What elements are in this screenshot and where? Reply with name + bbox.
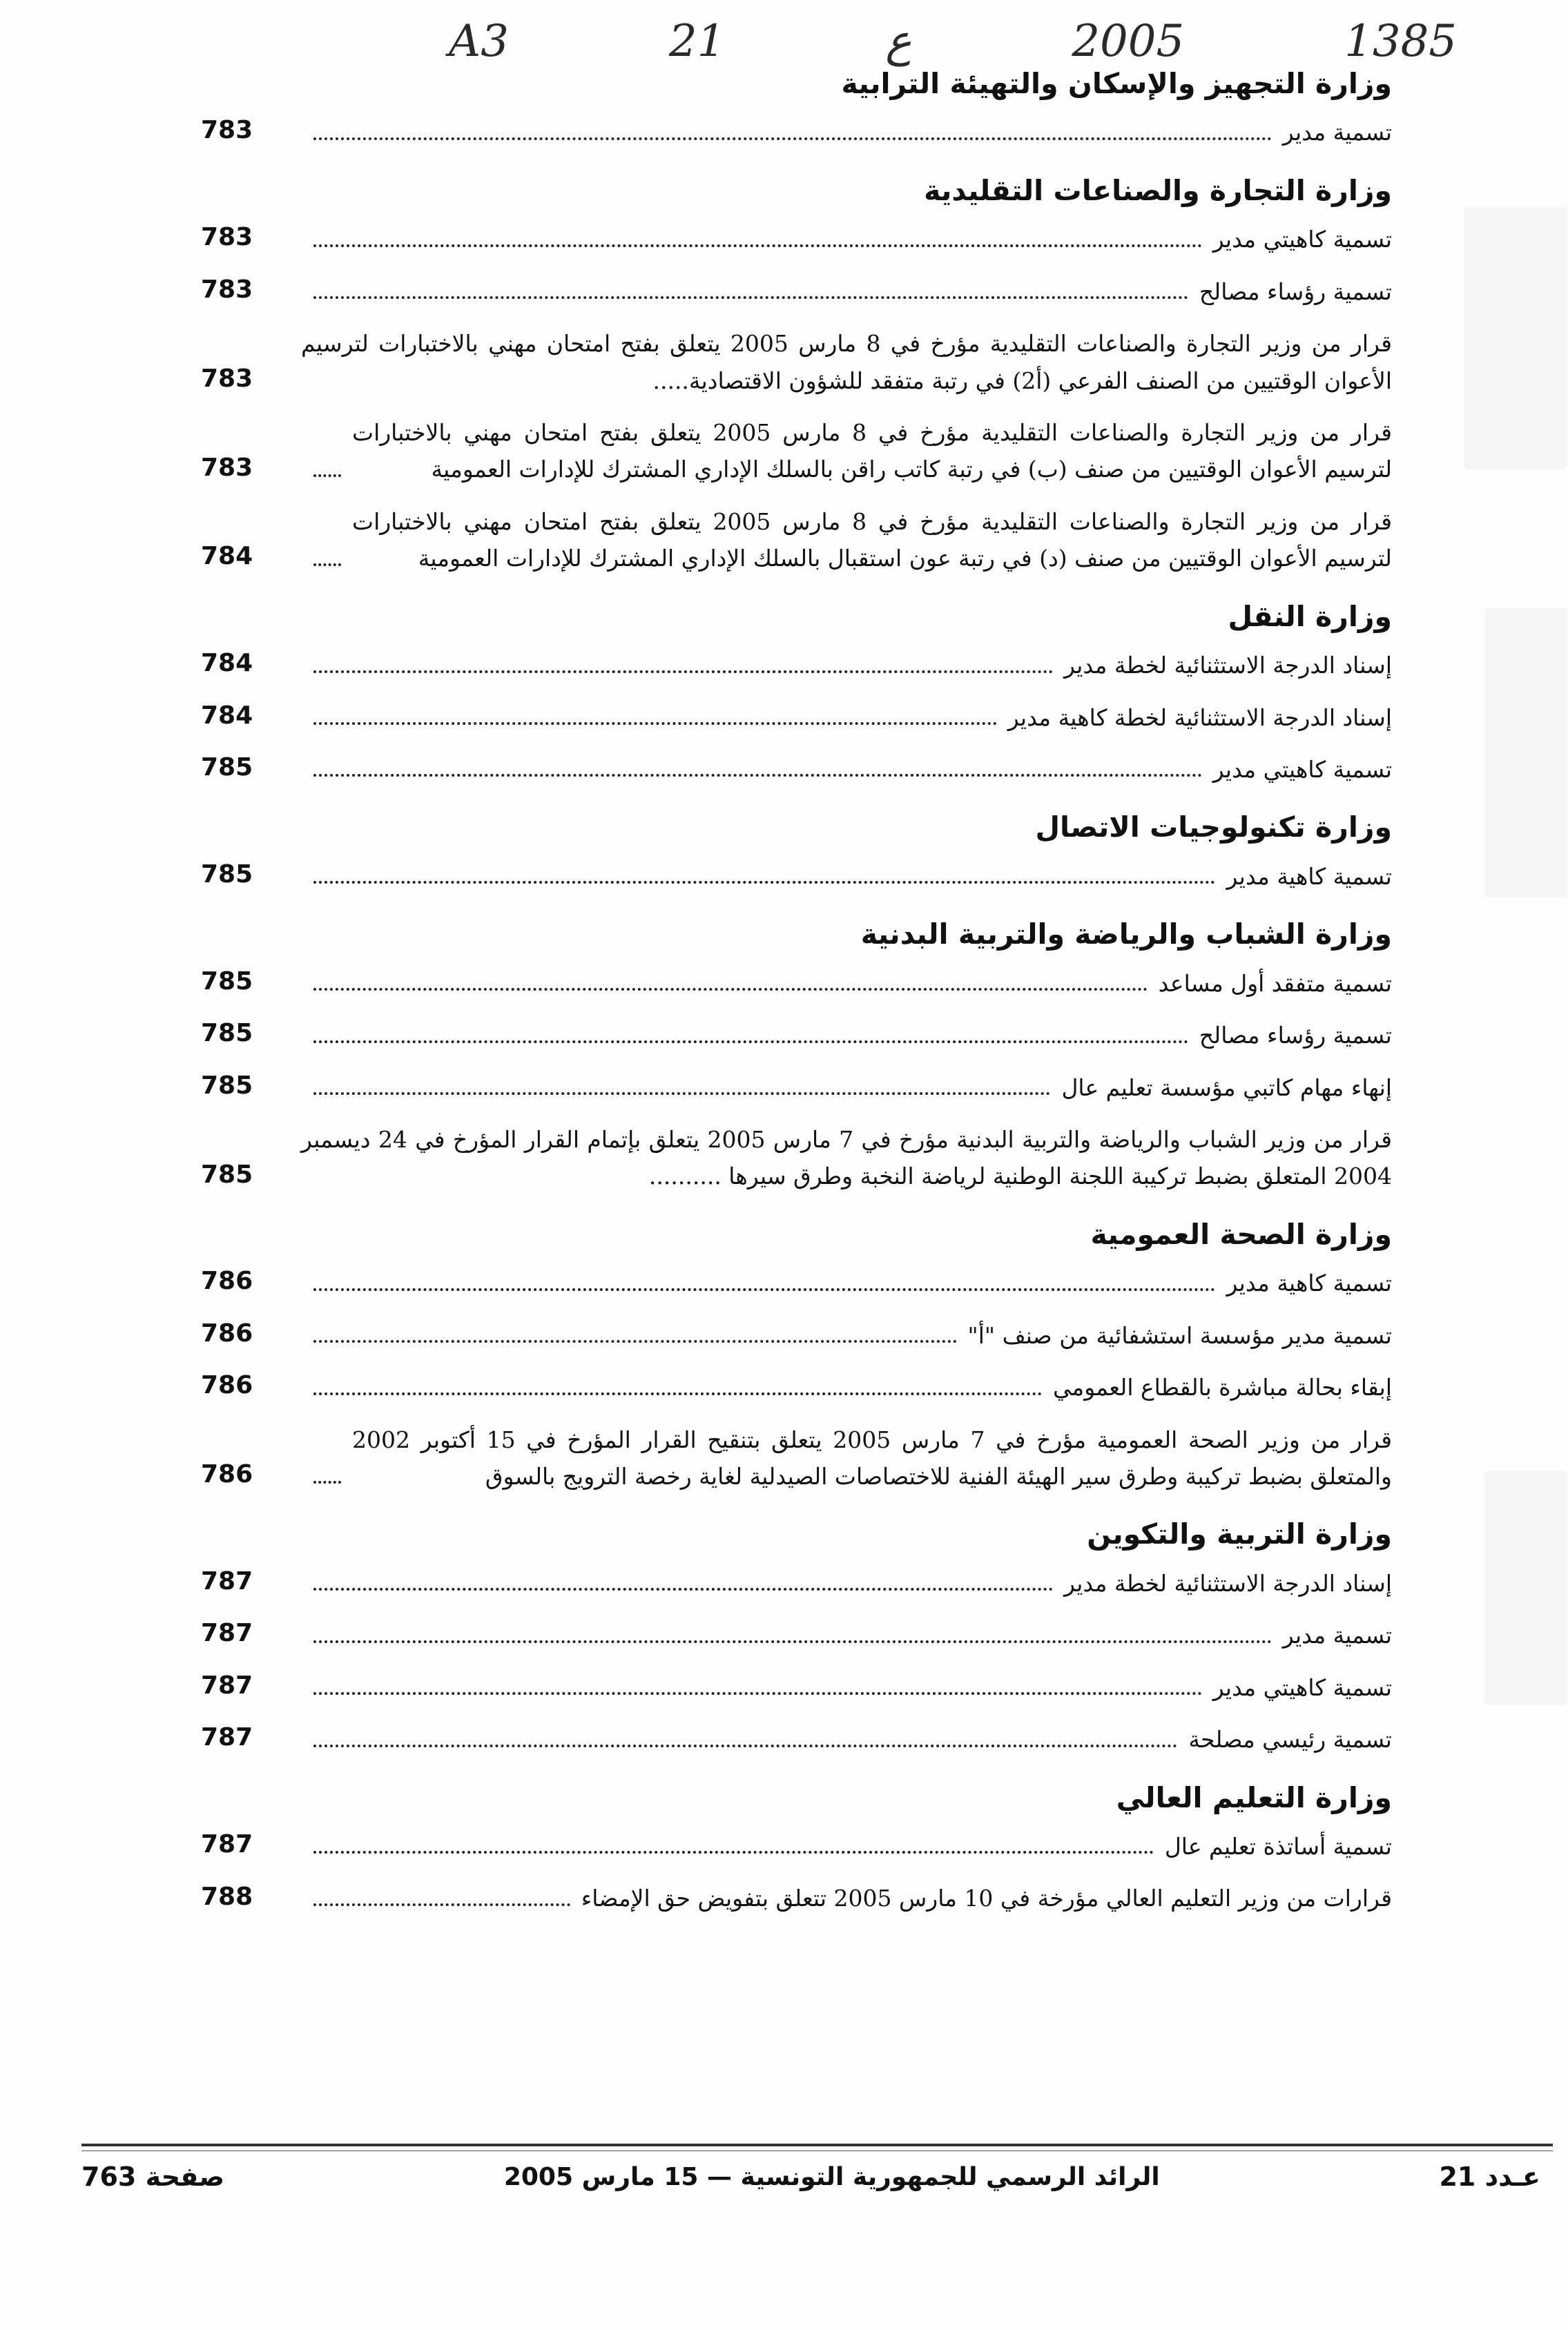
entry-text: قرار من وزير التجارة والصناعات التقليدية مؤرخ في 8 مارس 2005 يتعلق بفتح امتحان مهني بالاختبارات لترسيم الأعوان الوقتيين من الصنف الفرعي (أ2) في رتبة متفقد للشؤون الاقتصادية..... <box>301 330 1392 394</box>
entry-text: إسناد الدرجة الاستثنائية لخطة مدير <box>1064 1569 1392 1597</box>
entry-text: إبقاء بحالة مباشرة بالقطاع العمومي <box>1053 1374 1392 1401</box>
page-number: 783 <box>201 364 253 393</box>
entry-text: تسمية كاهيتي مدير <box>1212 226 1392 253</box>
page-number: 785 <box>201 1160 253 1189</box>
page-number: 785 <box>201 753 253 782</box>
entry-text: قرارات من وزير التعليم العالي مؤرخة في 10 مارس 2005 تتعلق بتفويض حق الإمضاء <box>581 1885 1392 1912</box>
dot-leader <box>313 1481 341 1484</box>
toc-entry[interactable] <box>201 1665 1392 1717</box>
toc-entry[interactable] <box>201 1117 1392 1206</box>
page-number: 786 <box>201 1267 253 1296</box>
toc-entry[interactable] <box>201 747 1392 799</box>
dot-leader <box>313 1040 1188 1043</box>
page-number: 787 <box>201 1671 253 1700</box>
toc-entry[interactable] <box>201 1613 1392 1664</box>
handwritten-mark: ع <box>885 16 912 67</box>
entry-text: قرار من وزير التجارة والصناعات التقليدية مؤرخ في 8 مارس 2005 يتعلق بفتح امتحان مهني بالاختبارات لترسيم الأعوان الوقتيين من صنف (د) في رتبة عون استقبال بالسلك الإداري المشترك للإدارات العمومية <box>352 507 1392 572</box>
page-number: 783 <box>201 116 253 145</box>
toc-entry[interactable] <box>201 410 1392 499</box>
dot-leader <box>313 1340 957 1343</box>
toc-entry[interactable] <box>201 217 1392 269</box>
dot-leader <box>313 988 1148 991</box>
ministry-heading: وزارة التجارة والصناعات التقليدية <box>924 173 1392 207</box>
toc-section <box>201 162 1392 588</box>
ministry-heading: وزارة التعليم العالي <box>1116 1780 1392 1814</box>
entry-text: تسمية كاهيتي مدير <box>1212 1673 1392 1701</box>
entry-text: تسمية مدير مؤسسة استشفائية من صنف "أ" <box>967 1321 1392 1349</box>
toc-entry[interactable] <box>201 1417 1392 1506</box>
entry-text: تسمية كاهية مدير <box>1226 862 1392 890</box>
page-number: 785 <box>201 1071 253 1100</box>
handwritten-mark: 21 <box>668 16 726 67</box>
page-number: 785 <box>201 967 253 996</box>
toc-entry[interactable] <box>201 269 1392 321</box>
dot-leader <box>313 1392 1042 1395</box>
toc-entry[interactable] <box>201 321 1392 410</box>
dot-leader <box>313 1903 570 1906</box>
entry-text: إسناد الدرجة الاستثنائية لخطة مدير <box>1064 652 1392 679</box>
scan-smudge <box>1484 608 1567 897</box>
dot-leader <box>313 1745 1177 1747</box>
toc-entry[interactable] <box>201 1561 1392 1613</box>
dot-leader <box>313 774 1202 777</box>
page-number: 785 <box>201 1019 253 1048</box>
entry-text: تسمية رؤساء مصالح <box>1199 1022 1392 1049</box>
page-number: 783 <box>201 275 253 304</box>
dot-leader <box>313 722 997 725</box>
dot-leader <box>313 1640 1272 1643</box>
entry-text: إنهاء مهام كاتبي مؤسسة تعليم عال <box>1061 1074 1392 1101</box>
toc-entry[interactable] <box>201 643 1392 695</box>
toc-section <box>201 55 1392 162</box>
toc-entry[interactable] <box>201 1065 1392 1117</box>
toc-entry[interactable] <box>201 499 1392 588</box>
toc-section <box>201 588 1392 799</box>
handwritten-mark: 2005 <box>1072 16 1185 67</box>
toc-entry[interactable] <box>201 1261 1392 1312</box>
dot-leader <box>313 1692 1202 1695</box>
entry-text: تسمية مدير <box>1282 1622 1392 1649</box>
dot-leader <box>313 1851 1154 1854</box>
journal-title: الرائد الرسمي للجمهورية التونسية — 15 مارس 2005 <box>503 2162 1160 2191</box>
ministry-heading: وزارة التجهيز والإسكان والتهيئة الترابية <box>841 67 1392 100</box>
entry-text: تسمية متفقد أول مساعد <box>1158 969 1392 997</box>
page-number: 784 <box>201 701 253 730</box>
entry-text: تسمية رؤساء مصالح <box>1199 278 1392 305</box>
toc-section <box>201 1206 1392 1506</box>
toc-entry[interactable] <box>201 1717 1392 1769</box>
entry-text: تسمية كاهيتي مدير <box>1212 756 1392 784</box>
page-number: 784 <box>201 649 253 678</box>
page-number: 787 <box>201 1723 253 1752</box>
ministry-heading: وزارة الصحة العمومية <box>1090 1217 1392 1251</box>
page-number: 784 <box>201 542 253 571</box>
dot-leader <box>313 563 341 566</box>
toc-entry[interactable] <box>201 1013 1392 1065</box>
toc-entry[interactable] <box>201 1824 1392 1876</box>
dot-leader <box>313 670 1053 673</box>
entry-text: قرار من وزير الصحة العمومية مؤرخ في 7 مارس 2005 يتعلق بتنقيح القرار المؤرخ في 15 أكتوبر 2002 والمتعلق بضبط تركيبة وطرق سير الهيئة الفنية للاختصاصات الصيدلية لغاية رخصة الترويج بالسوق <box>352 1426 1392 1491</box>
entry-text: قرار من وزير الشباب والرياضة والتربية البدنية مؤرخ في 7 مارس 2005 يتعلق بإتمام القرار المؤرخ في 24 ديسمبر 2004 المتعلق بضبط تركيبة اللجنة الوطنية لرياضة النخبة وطرق سيرها .......... <box>301 1125 1392 1190</box>
toc-entry[interactable] <box>201 110 1392 162</box>
page-number: 786 <box>201 1319 253 1348</box>
handwritten-mark: 1385 <box>1344 16 1457 67</box>
entry-text: تسمية أساتذة تعليم عال <box>1164 1832 1392 1860</box>
page-number: 787 <box>201 1619 253 1648</box>
dot-leader <box>313 244 1202 247</box>
issue-number: عـدد 21 <box>1439 2162 1540 2192</box>
ministry-heading: وزارة تكنولوجيات الاتصال <box>1035 810 1392 844</box>
page-number: 783 <box>201 223 253 252</box>
toc-section <box>201 1506 1392 1769</box>
toc-section <box>201 1769 1392 1928</box>
toc-section <box>201 906 1392 1206</box>
dot-leader <box>313 1588 1053 1591</box>
table-of-contents <box>201 55 1392 1928</box>
dot-leader <box>313 1092 1050 1095</box>
toc-entry[interactable] <box>201 1876 1392 1928</box>
toc-entry[interactable] <box>201 854 1392 906</box>
entry-text: تسمية رئيسي مصلحة <box>1188 1726 1392 1754</box>
dot-leader <box>313 137 1272 140</box>
dot-leader <box>313 1288 1215 1291</box>
footer-rule <box>81 2144 1553 2146</box>
entry-text: تسمية مدير <box>1282 119 1392 146</box>
toc-entry[interactable] <box>201 1313 1392 1365</box>
page-number: 786 <box>201 1460 253 1489</box>
scan-smudge <box>1464 207 1567 469</box>
handwritten-mark: A3 <box>449 16 509 67</box>
toc-entry[interactable] <box>201 1365 1392 1417</box>
entry-text: قرار من وزير التجارة والصناعات التقليدية مؤرخ في 8 مارس 2005 يتعلق بفتح امتحان مهني بالاختبارات لترسيم الأعوان الوقتيين من صنف (ب) في رتبة كاتب راقن بالسلك الإداري المشترك للإدارات العمومية <box>352 418 1392 483</box>
ministry-heading: وزارة التربية والتكوين <box>1087 1517 1392 1551</box>
page-number: 786 <box>201 1371 253 1400</box>
ministry-heading: وزارة النقل <box>1228 599 1392 633</box>
entry-text: تسمية كاهية مدير <box>1226 1270 1392 1297</box>
page-label: صفحة 763 <box>81 2162 225 2192</box>
entry-text: إسناد الدرجة الاستثنائية لخطة كاهية مدير <box>1007 703 1392 731</box>
dot-leader <box>313 474 341 477</box>
toc-entry[interactable] <box>201 695 1392 747</box>
toc-section <box>201 799 1392 906</box>
page-footer <box>81 2153 1540 2201</box>
page-number: 785 <box>201 860 253 889</box>
page-number: 787 <box>201 1830 253 1859</box>
scan-smudge <box>1484 1470 1567 1705</box>
page-number: 787 <box>201 1566 253 1595</box>
toc-entry[interactable] <box>201 961 1392 1013</box>
dot-leader <box>313 296 1188 299</box>
page-number: 783 <box>201 453 253 482</box>
ministry-heading: وزارة الشباب والرياضة والتربية البدنية <box>860 918 1392 951</box>
page-number: 788 <box>201 1882 253 1911</box>
dot-leader <box>313 881 1215 884</box>
